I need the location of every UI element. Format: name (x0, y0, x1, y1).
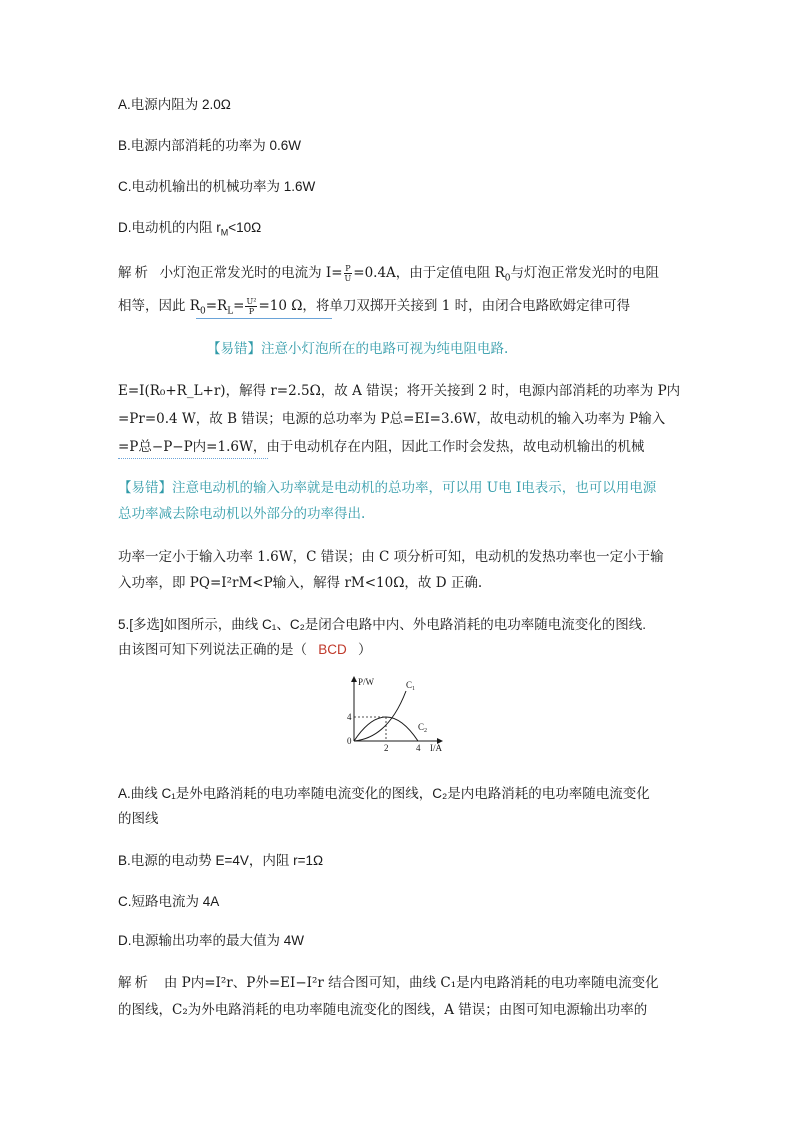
x-tick-label-2: 2 (384, 743, 389, 753)
y-tick-label: 4 (347, 712, 352, 722)
error-note-2-line-2: 总功率减去除电动机以外部分的功率得出. (118, 506, 366, 522)
analysis-label: 解析 (118, 265, 151, 280)
analysis-line-1: 解析 小灯泡正常发光时的电流为 I= $\frac{P}{U}$ =0.4A，由于定值电阻 $R_0$与灯泡正常发光时的电阻 (118, 264, 660, 284)
q5-option-b: B.电源的电动势 E=4V，内阻 r=1Ω (118, 853, 324, 868)
error-note-1: 【易错】注意小灯泡所在的电路可视为纯电阻电路. (207, 341, 509, 357)
option-b: B.电源内部消耗的功率为 0.6W (118, 138, 302, 153)
power-current-graph (338, 673, 448, 753)
y-axis-label: P/W (358, 677, 375, 687)
analysis-line-5: =P总−P−P内=1.6W，由于电动机存在内阻，因此工作时会发热，故电动机输出的机械 (118, 439, 645, 455)
option-d (118, 218, 261, 243)
option-d-prefix: D.电动机的内阻 r (118, 220, 221, 235)
q5-stem-1: 5.[多选]如图所示，曲线 C₁、C₂是闭合电路中内、外电路消耗的电功率随电流变化的图线. (118, 617, 647, 632)
q5-option-a-line-1: A.曲线 C₁是外电路消耗的电功率随电流变化的图线，C₂是内电路消耗的电功率随电流变化 (118, 786, 650, 801)
analysis-text-1b: =0.4A，由于定值电阻 R (353, 265, 505, 281)
q5-stem-2: 由该图可知下列说法正确的是（ BCD ） (118, 642, 372, 657)
option-d-sub: M (220, 227, 229, 238)
highlight-underline (196, 318, 332, 319)
option-c: C.电动机输出的机械功率为 1.6W (118, 179, 316, 194)
q5-option-c: C.短路电流为 4A (118, 894, 220, 909)
origin-label: 0 (347, 736, 352, 746)
analysis-label-2: 解析 (118, 975, 151, 990)
x-tick-label-4: 4 (416, 743, 421, 753)
analysis-text-1a: 小灯泡正常发光时的电流为 I= (159, 265, 343, 281)
curve-c2-label: $C_2$ (418, 722, 428, 734)
analysis-line-2: 相等，因此 $R_0=R_L=$ $\frac{\text{U²}}{P}$ =10 Ω，将单刀双掷开关接到 1 时，由闭合电路欧姆定律可得 (118, 297, 631, 317)
analysis-line-6: 功率一定小于输入功率 1.6W，C 错误；由 C 项分析可知，电动机的发热功率也一定小于输 (118, 549, 664, 565)
x-axis-label: I/A (430, 743, 442, 753)
fraction-p-over-u: $\frac{P}{U}$ (344, 264, 352, 283)
wavy-underline (118, 457, 268, 459)
q5-answer: BCD (318, 642, 347, 657)
analysis-line-9: 的图线，C₂为外电路消耗的电功率随电流变化的图线，A 错误；由图可知电源输出功率的 (118, 1002, 648, 1018)
option-a: A.电源内阻为 2.0Ω (118, 97, 231, 112)
analysis-line-8: 解析 由 P内=I²r、P外=EI−I²r 结合图可知，曲线 C₁是内电路消耗的电功率随电流变化 (118, 975, 659, 991)
fraction-u2-over-p: $\frac{\text{U²}}{P}$ (246, 297, 257, 316)
curve-c1-label: $C_1$ (406, 680, 416, 692)
analysis-line-3: E=I(R₀+R_L+r)，解得 r=2.5Ω，故 A 错误；将开关接到 2 时，电源内部消耗的功率为 P内 (118, 383, 681, 399)
analysis-line-4: =Pr=0.4 W，故 B 错误；电源的总功率为 P总=EI=3.6W，故电动机的输入功率为 P输入 (118, 411, 666, 427)
error-note-2-line-1: 【易错】注意电动机的输入功率就是电动机的总功率，可以用 U电 I电表示，也可以用电源 (118, 480, 657, 496)
analysis-line-7: 入功率，即 PQ=I²rM<P输入，解得 rM<10Ω，故 D 正确. (118, 575, 483, 591)
option-d-suffix: <10Ω (228, 220, 262, 235)
q5-option-d: D.电源输出功率的最大值为 4W (118, 933, 305, 948)
q5-option-a-line-2: 的图线 (118, 811, 159, 826)
curve-c1 (354, 691, 406, 741)
analysis-text-1c: 与灯泡正常发光时的电阻 (510, 265, 660, 281)
